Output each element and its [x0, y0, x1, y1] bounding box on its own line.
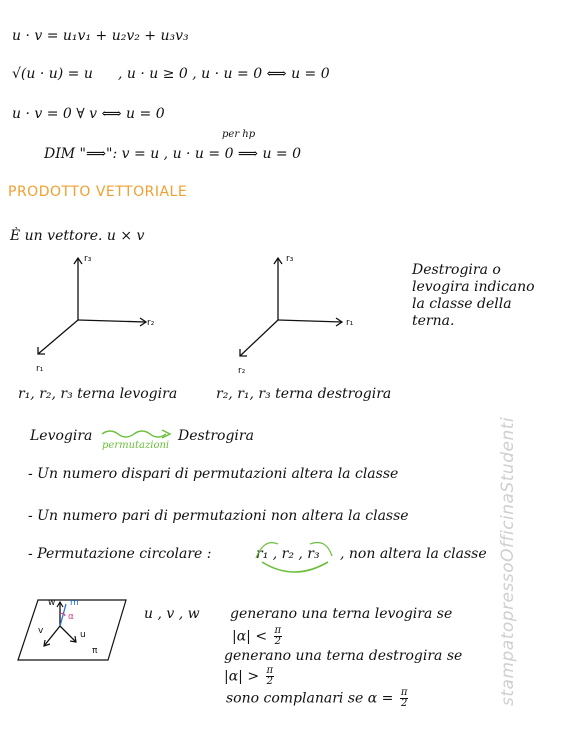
condition-alpha-greater	[224, 666, 274, 687]
right-axis-r1-label: r₁	[346, 318, 354, 328]
left-axis-r1-label: r₁	[36, 364, 44, 374]
side-note-line: levogira indicano	[412, 279, 535, 295]
plane-m-label: m	[70, 598, 79, 608]
bullet-circular-result: , non altera la classe	[340, 546, 487, 562]
fraction-denominator: 2	[266, 676, 273, 687]
bullet-even-permutations: - Un numero pari di permutazioni non altera la classe	[28, 508, 409, 524]
fraction-numerator: π	[266, 665, 274, 676]
condition-alpha-less	[232, 626, 282, 647]
condition-levogira: generano una terna levogira se	[230, 606, 453, 622]
perm-arrow-label: permutazioni	[102, 440, 170, 451]
side-note-line: terna.	[412, 313, 455, 329]
vectors-label: u , v , w	[144, 606, 200, 622]
section-heading: PRODOTTO VETTORIALE	[8, 184, 188, 200]
coplanar-text: sono complanari se α =	[226, 690, 394, 707]
orthogonality-formula: u · v = 0 ∀ v ⟺ u = 0	[12, 106, 165, 122]
hypothesis-note: per hp	[222, 129, 256, 140]
right-axes-caption: r₂, r₁, r₃ terna destrogira	[216, 386, 392, 402]
proof-line: DIM "⟹": v = u , u · u = 0 ⟹ u = 0	[44, 146, 302, 162]
plane-u-label: u	[80, 630, 86, 640]
watermark: stampatopressoOfficinaStudenti	[498, 416, 518, 706]
plane-alpha-label: α	[68, 612, 74, 622]
side-note	[412, 262, 535, 330]
side-note-line: la classe della	[412, 296, 512, 312]
bullet-circular-label: - Permutazione circolare :	[28, 546, 212, 562]
fraction-denominator: 2	[274, 636, 281, 647]
intro-line: È un vettore. u × v	[10, 228, 145, 244]
pi-half-fraction	[274, 626, 283, 647]
side-note-line: Destrogira o	[412, 262, 501, 278]
plane-pi-label: π	[92, 646, 98, 656]
plane-w-label: w	[48, 598, 56, 608]
alpha-less-text: |α| <	[232, 628, 268, 645]
right-axis-r3-label: r₃	[286, 254, 294, 264]
perm-destrogira: Destrogira	[178, 428, 254, 444]
perm-levogira: Levogira	[30, 428, 93, 444]
dot-product-formula: u · v = u₁v₁ + u₂v₂ + u₃v₃	[12, 28, 189, 44]
condition-destrogira: generano una terna destrogira se	[224, 648, 463, 664]
fraction-denominator: 2	[400, 698, 408, 709]
fraction-numerator: π	[400, 687, 408, 698]
pi-half-fraction	[400, 688, 409, 709]
right-axis-r2-label: r₂	[238, 366, 246, 376]
fraction-numerator: π	[274, 625, 282, 636]
alpha-greater-text: |α| >	[224, 668, 260, 685]
pi-half-fraction	[266, 666, 275, 687]
positivity-formula: , u · u ≥ 0 , u · u = 0 ⟺ u = 0	[118, 66, 330, 82]
left-axis-r2-label: r₂	[147, 318, 155, 328]
norm-formula: √(u · u) = u	[12, 66, 93, 82]
bullet-odd-permutations: - Un numero dispari di permutazioni altera la classe	[28, 466, 399, 482]
circular-arc	[250, 538, 340, 572]
bullet-circular-indices: r₁ , r₂ , r₃	[256, 546, 320, 562]
coplanar-condition	[226, 688, 408, 709]
left-axis-r3-label: r₃	[84, 254, 92, 264]
left-axes-caption: r₁, r₂, r₃ terna levogira	[18, 386, 178, 402]
left-axes-diagram	[30, 250, 170, 380]
right-axes-diagram	[232, 250, 372, 380]
plane-v-label: v	[38, 626, 44, 636]
